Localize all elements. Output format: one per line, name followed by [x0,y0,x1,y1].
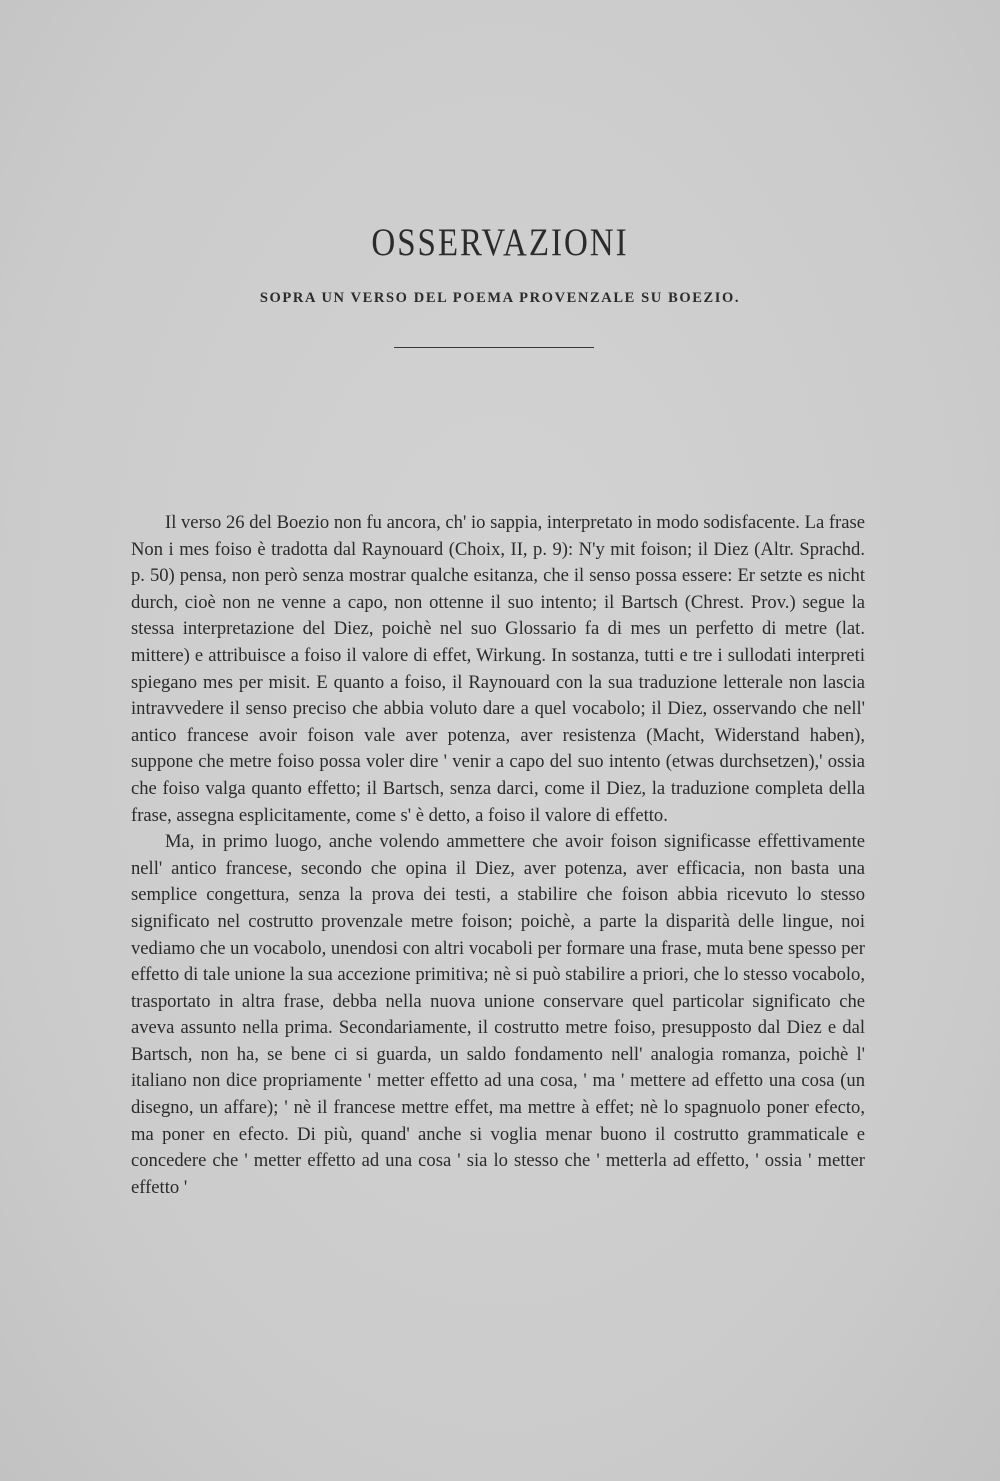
paragraph: Il verso 26 del Boezio non fu ancora, ch' io sappia, interpretato in modo sodisfacente. La frase Non i mes foiso è tradotta dal Raynouard (Choix, II, p. 9): N'y mit foison; il Diez (Altr. Sprachd. p. 50) pensa, non però senza mostrar qualche esitanza, che il senso possa essere: Er setzte es nicht durch, cioè non ne venne a capo, non ottenne il suo intento; il Bartsch (Chrest. Prov.) segue la stessa interpretazione del Diez, poichè nel suo Glossario fa di mes un perfetto di metre (lat. mittere) e attribuisce a foiso il valore di effet, Wirkung. In sostanza, tutti e tre i sullodati interpreti spiegano mes per misit. E quanto a foiso, il Raynouard con la sua traduzione letterale non lascia intravvedere il senso preciso che abbia voluto dare a quel vocabolo; il Diez, osservando che nell' antico francese avoir foison vale aver potenza, aver resistenza (Macht, Widerstand haben), suppone che metre foiso possa voler dire ' venir a capo del suo intento (etwas durchsetzen),' ossia che foiso valga quanto effetto; il Bartsch, senza darci, come il Diez, la traduzione completa della frase, assegna esplicitamente, come s' è detto, a foiso il valore di effetto. [131,512,865,826]
page-subtitle: SOPRA UN VERSO DEL POEMA PROVENZALE SU BOEZIO. [259,290,741,306]
paragraph: Ma, in primo luogo, anche volendo ammettere che avoir foison significasse effettivamente nell' antico francese, secondo che opina il Diez, aver potenza, aver efficacia, non basta una semplice congettura, senza la prova dei testi, a stabilire che foison abbia ricevuto lo stesso significato nel costrutto provenzale metre foison; poichè, a parte la disparità delle lingue, noi vediamo che un vocabolo, unendosi con altri vocaboli per formare una frase, muta bene spesso per effetto di tale unione la sua accezione primitiva; nè si può stabilire a priori, che lo stesso vocabolo, trasportato in altra frase, debba nella nuova unione conservare quel particolar significato che aveva assunto nella prima. Secondariamente, il costrutto metre foiso, presupposto dal Diez e dal Bartsch, non ha, se bene ci si guarda, un saldo fondamento nell' analogia romanza, poichè l' italiano non dice propriamente ' metter effetto ad una cosa, ' ma ' mettere ad effetto una cosa (un disegno, un affare); ' nè il francese mettre effet, ma mettre à effet; nè lo spagnuolo poner efecto, ma poner en efecto. Di più, quand' anche si voglia menar buono il costrutto grammaticale e concedere che ' metter effetto ad una cosa ' sia lo stesso che ' metterla ad effetto, ' ossia ' metter effetto ' [131,831,865,1198]
page-title: OSSERVAZIONI [371,222,629,265]
body-text [131,510,865,1201]
title-divider [394,347,594,348]
